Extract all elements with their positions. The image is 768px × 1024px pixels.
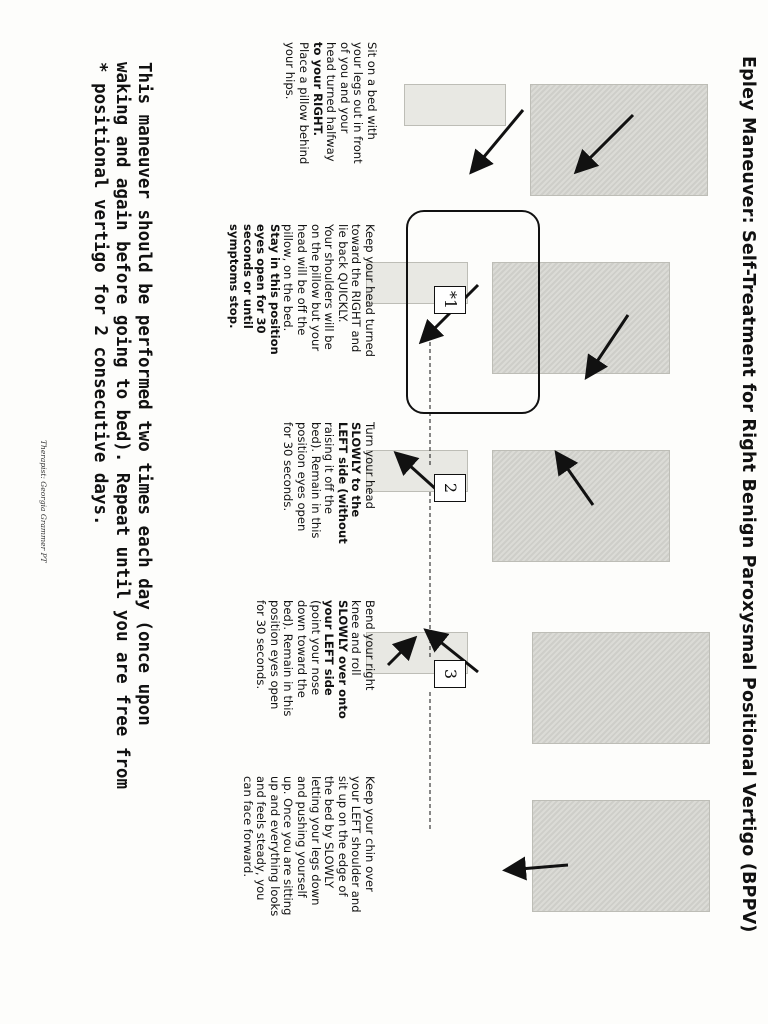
step2-instructions: Turn your head SLOWLY to the LEFT side (without raising it off the bed). Remain in this position eyes open for 30 seconds. xyxy=(281,422,377,544)
step4-instructions: Keep your chin over your LEFT shoulder and sit up on the edge of the bed by SLOWLY letting your legs down and pushing yourself up. Once you are sitting up and everything looks and feels steady, you can face forward. xyxy=(240,776,377,917)
step-number-3: 3 xyxy=(434,660,466,688)
repeat-instructions: This maneuver should be performed two times each day (once upon waking and again before going to bed). Repeat until you are free from * positional vertigo for 2 consecutive days. xyxy=(90,62,154,789)
therapist-credit: Therapist: Georgia Grammer PT xyxy=(39,440,48,563)
step-number-1: *1 xyxy=(434,286,466,314)
step0-instructions: Sit on a bed with your legs out in front of you and your head turned halfway to your RIGHT. Place a pillow behind your hips. xyxy=(283,42,379,165)
step-number-2: 2 xyxy=(434,474,466,502)
page-title: Epley Maneuver: Self-Treatment for Right Benign Paroxysmal Positional Vertigo (BPPV) xyxy=(738,56,758,933)
step1-instructions: Keep your head turned toward the RIGHT and lie back QUICKLY. Your shoulders will be on the pillow but your head will be off the pillow, on the bed. Stay in this position eyes open for 30 seconds or until symptoms stop. xyxy=(227,224,377,358)
step1-highlight-box xyxy=(406,210,540,414)
step3-instructions: Bend your right knee and roll SLOWLY over onto your LEFT side (point your nose down toward the bed). Remain in this position eyes open for 30 seconds. xyxy=(254,600,377,719)
